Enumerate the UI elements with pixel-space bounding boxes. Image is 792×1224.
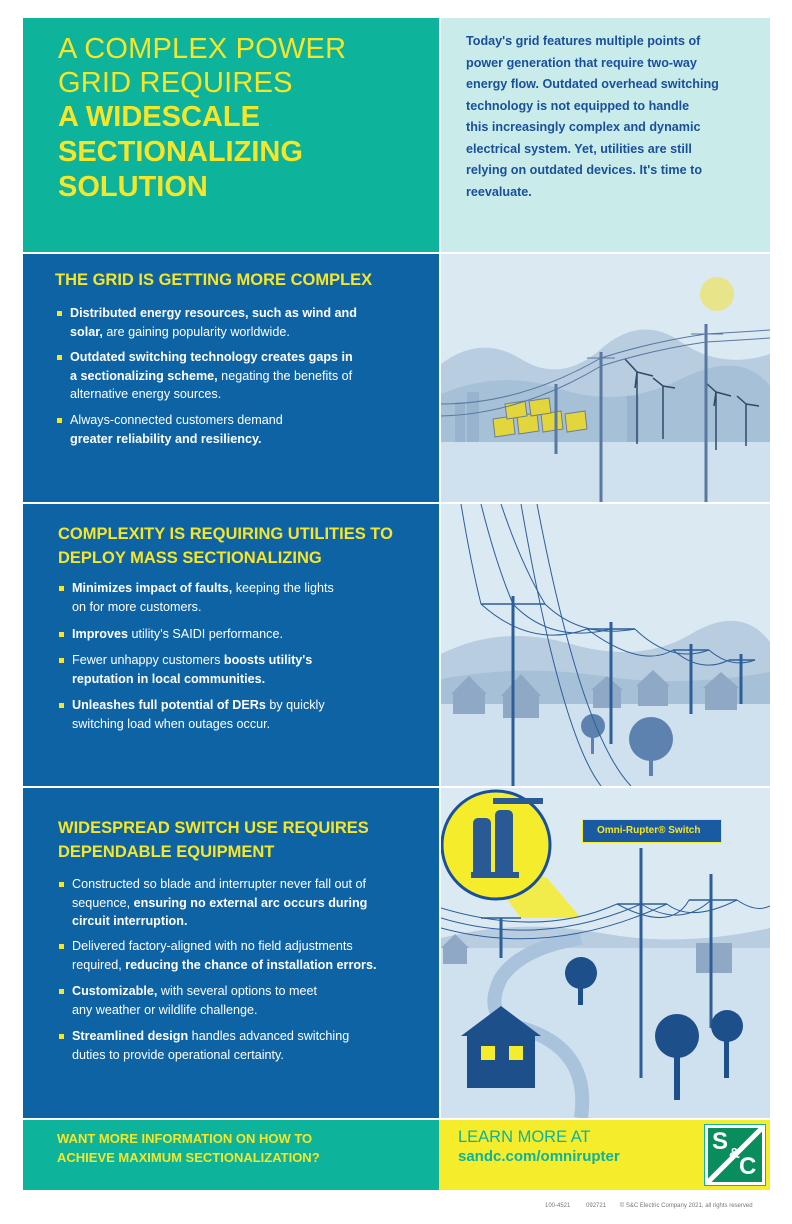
sun-icon — [700, 277, 734, 311]
section2-bullet-1: Minimizes impact of faults, keeping the lights on for more customers. — [72, 579, 334, 616]
section-dependable-equipment — [23, 788, 439, 1118]
section2-heading-line: COMPLEXITY IS REQUIRING UTILITIES TO — [58, 525, 393, 543]
logo-letter-s: S — [712, 1128, 729, 1155]
title-line-5: SOLUTION — [58, 171, 208, 203]
section-mass-sectionalizing — [23, 504, 439, 786]
section1-bullet-2: Outdated switching technology creates gaps in a sectionalizing scheme, negating the benefits of alternative energy sources. — [70, 348, 353, 404]
intro-paragraph — [466, 31, 719, 203]
section3-heading-line: WIDESPREAD SWITCH USE REQUIRES — [58, 819, 369, 837]
footer-question — [57, 1130, 320, 1167]
intro-line: this increasingly complex and dynamic — [466, 120, 701, 134]
intro-line: technology is not equipped to handle — [466, 98, 690, 113]
section2-bullet-2: Improves utility's SAIDI performance. — [72, 625, 283, 644]
footer-learn-panel — [440, 1120, 698, 1190]
date-code: 092721 — [586, 1203, 607, 1209]
page-title — [58, 32, 346, 205]
section3-bullet-1: Constructed so blade and interrupter never fall out of sequence, ensuring no external arc occurs during circuit interruption. — [72, 875, 367, 931]
renewable-scene-svg — [441, 254, 770, 502]
intro-line: relying on outdated devices. It's time to — [466, 163, 703, 177]
section2-heading — [58, 522, 393, 570]
logo-frame — [704, 1124, 766, 1186]
logo-mark — [708, 1128, 762, 1182]
footer-question-line: WANT MORE INFORMATION ON HOW TO — [57, 1131, 313, 1146]
logo-letter-c: C — [739, 1153, 757, 1180]
title-panel — [23, 18, 439, 252]
energy-landscape-illustration — [441, 254, 770, 502]
section3-bullet-4: Streamlined design handles advanced switching duties to provide operational certainty. — [72, 1027, 349, 1064]
intro-panel — [439, 18, 770, 252]
switch-callout-illustration — [441, 788, 770, 1118]
footer-question-line: ACHIEVE MAXIMUM SECTIONALIZATION? — [57, 1149, 320, 1165]
section1-heading: THE GRID IS GETTING MORE COMPLEX — [55, 271, 373, 289]
section-grid-complex — [23, 254, 439, 502]
title-line-4: SECTIONALIZING — [58, 136, 303, 168]
section1-bullet-1: Distributed energy resources, such as wind and solar, are gaining popularity worldwide. — [70, 304, 357, 341]
neighborhood-scene-svg — [441, 504, 770, 786]
learn-more-label: LEARN MORE AT — [458, 1128, 591, 1146]
section3-heading — [58, 816, 369, 864]
section3-heading-line: DEPENDABLE EQUIPMENT — [58, 843, 275, 861]
title-line-1: A COMPLEX POWER — [58, 33, 347, 65]
intro-line: energy flow. Outdated overhead switching — [466, 77, 719, 91]
footer-question-panel — [23, 1120, 439, 1190]
learn-more-link[interactable]: sandc.com/omnirupter — [458, 1148, 620, 1165]
title-line-3: A WIDESCALE — [58, 101, 260, 133]
section1-bullet-3: Always-connected customers demand greater reliability and resiliency. — [70, 411, 283, 448]
doc-number: 100-4521 — [545, 1203, 571, 1209]
omni-rupter-callout-label: Omni-Rupter® Switch — [582, 819, 722, 843]
intro-line: power generation that require two-way — [466, 55, 697, 70]
copyright: © S&C Electric Company 2021, all rights reserved — [619, 1203, 753, 1209]
section3-bullet-2: Delivered factory-aligned with no field adjustments required, reducing the chance of installation errors. — [72, 937, 376, 974]
title-line-2: GRID REQUIRES — [58, 67, 293, 99]
section2-bullet-4: Unleashes full potential of DERs by quickly switching load when outages occur. — [72, 696, 325, 733]
section3-bullet-3: Customizable, with several options to meet any weather or wildlife challenge. — [72, 982, 317, 1019]
sc-logo — [698, 1120, 770, 1190]
intro-line: electrical system. Yet, utilities are still — [466, 141, 692, 156]
neighborhood-lines-illustration — [441, 504, 770, 786]
section2-bullet-3: Fewer unhappy customers boosts utility's reputation in local communities. — [72, 651, 312, 688]
intro-line: reevaluate. — [466, 184, 532, 199]
logo-ampersand: & — [729, 1145, 740, 1162]
section2-heading-line: DEPLOY MASS SECTIONALIZING — [58, 549, 322, 567]
intro-line: Today's grid features multiple points of — [466, 34, 701, 48]
legal-line — [545, 1203, 753, 1209]
